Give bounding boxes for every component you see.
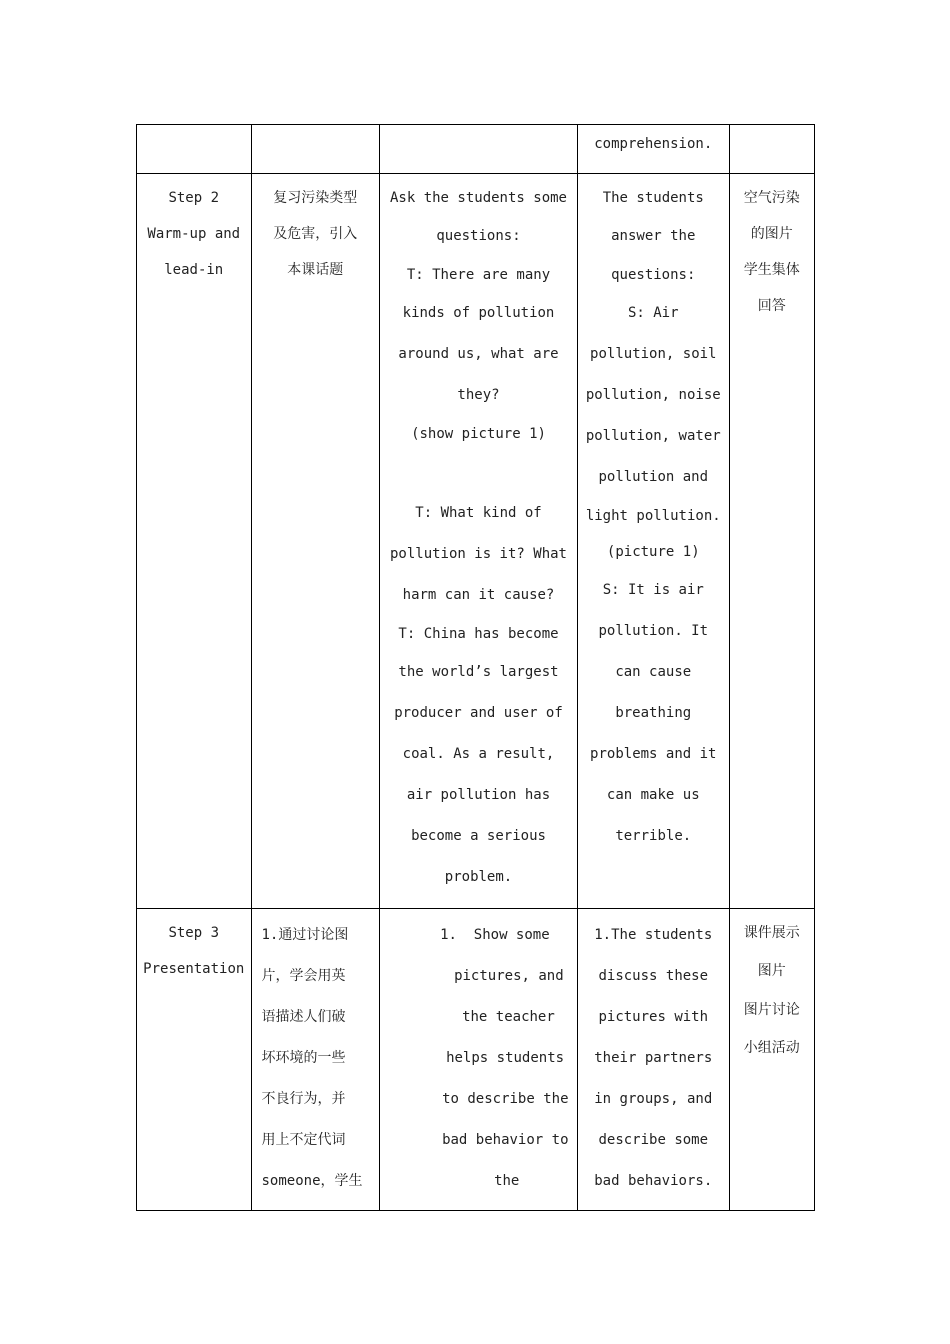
teacher-text: T: China has become	[398, 626, 559, 642]
student-text: bad behaviors.	[594, 1173, 713, 1189]
table-row	[137, 909, 815, 1211]
student-text: The students	[602, 190, 704, 206]
purpose-text: 片，学会用英	[261, 968, 346, 984]
student-text: pollution and	[598, 469, 709, 485]
student-text: can cause	[615, 664, 692, 680]
student-text: 1.The students	[594, 927, 713, 943]
student-activity-cell	[577, 125, 729, 174]
purpose-cell	[251, 125, 380, 174]
student-text: S: Air	[627, 305, 679, 321]
step-label: Presentation	[143, 961, 245, 977]
teacher-text: questions:	[436, 228, 521, 244]
purpose-text: 复习污染类型	[273, 190, 358, 206]
teacher-activity-cell	[380, 125, 578, 174]
purpose-text: 坏环境的一些	[261, 1050, 346, 1066]
purpose-cell	[251, 909, 380, 1211]
media-text: 学生集体	[743, 262, 800, 278]
purpose-cell	[251, 174, 380, 909]
teacher-text: to describe the	[442, 1091, 569, 1107]
student-activity-cell	[577, 909, 729, 1211]
student-text: S: It is air	[602, 582, 704, 598]
teacher-text: the teacher	[462, 1009, 555, 1025]
student-text: breathing	[615, 705, 692, 721]
student-text: pollution, water	[585, 428, 721, 444]
teacher-text: T: There are many	[406, 267, 551, 283]
student-text: pictures with	[598, 1009, 709, 1025]
student-text: their partners	[594, 1050, 713, 1066]
teacher-activity-cell	[380, 174, 578, 909]
media-cell	[729, 174, 814, 909]
media-text: 图片讨论	[743, 1002, 800, 1018]
teacher-text: producer and user of	[394, 705, 563, 721]
student-text: terrible.	[615, 828, 692, 844]
purpose-text: 语描述人们破	[261, 1009, 346, 1025]
teacher-text: 1. Show some	[440, 927, 550, 943]
student-text: discuss these	[598, 968, 709, 984]
purpose-text: 用上不定代词	[261, 1132, 346, 1148]
media-cell	[729, 125, 814, 174]
teacher-text: helps students	[446, 1050, 565, 1066]
teacher-blank-line	[380, 452, 577, 493]
media-text: 回答	[757, 298, 786, 314]
student-text: questions:	[611, 267, 696, 283]
step-label: lead-in	[164, 262, 224, 278]
teacher-text: bad behavior to	[442, 1132, 569, 1148]
student-text: problems and it	[590, 746, 717, 762]
teacher-text: Ask the students some	[389, 190, 567, 206]
media-text: 课件展示	[743, 925, 800, 941]
student-text: pollution, soil	[590, 346, 717, 362]
teacher-text: harm can it cause?	[402, 587, 555, 603]
step-cell	[137, 174, 252, 909]
student-text: describe some	[598, 1132, 709, 1148]
step-cell	[137, 125, 252, 174]
student-text: light pollution.	[585, 508, 721, 524]
purpose-text: 本课话题	[287, 262, 344, 278]
media-text: 小组活动	[743, 1040, 800, 1056]
teacher-text: kinds of pollution	[402, 305, 555, 321]
table-row	[137, 125, 815, 174]
student-text: (picture 1)	[606, 544, 700, 560]
student-text: in groups, and	[594, 1091, 713, 1107]
teacher-activity-cell	[380, 909, 578, 1211]
purpose-text: someone，学生	[261, 1173, 363, 1189]
teacher-text: the	[494, 1173, 520, 1189]
media-text: 的图片	[750, 226, 793, 242]
student-text: pollution, noise	[585, 387, 721, 403]
teacher-text: pictures, and	[454, 968, 564, 984]
teacher-text: coal. As a result,	[402, 746, 555, 762]
student-text: pollution. It	[598, 623, 709, 639]
teacher-text: air pollution has	[406, 787, 551, 803]
step-label: Step 3	[168, 925, 220, 941]
step-label: Step 2	[168, 190, 220, 206]
purpose-text: 及危害，引入	[273, 226, 358, 242]
teacher-text: they?	[457, 387, 500, 403]
teacher-text: (show picture 1)	[411, 426, 546, 442]
teacher-text: T: What kind of	[415, 505, 542, 521]
step-label: Warm-up and	[147, 226, 241, 242]
student-activity-cell	[577, 174, 729, 909]
student-text: can make us	[606, 787, 700, 803]
student-activity-text: comprehension.	[594, 136, 713, 152]
purpose-text: 不良行为，并	[261, 1091, 346, 1107]
media-text: 空气污染	[743, 190, 800, 206]
step-cell	[137, 909, 252, 1211]
media-text: 图片	[757, 963, 786, 979]
teacher-text: the world’s largest	[398, 664, 559, 680]
purpose-text: 1.通过讨论图	[261, 927, 349, 943]
teacher-text: pollution is it? What	[389, 546, 567, 562]
student-text: answer the	[611, 228, 696, 244]
teacher-text: problem.	[444, 869, 513, 885]
teacher-text: around us, what are	[398, 346, 559, 362]
lesson-plan-table	[136, 124, 815, 1211]
teacher-text: become a serious	[411, 828, 546, 844]
table-row	[137, 174, 815, 909]
media-cell	[729, 909, 814, 1211]
